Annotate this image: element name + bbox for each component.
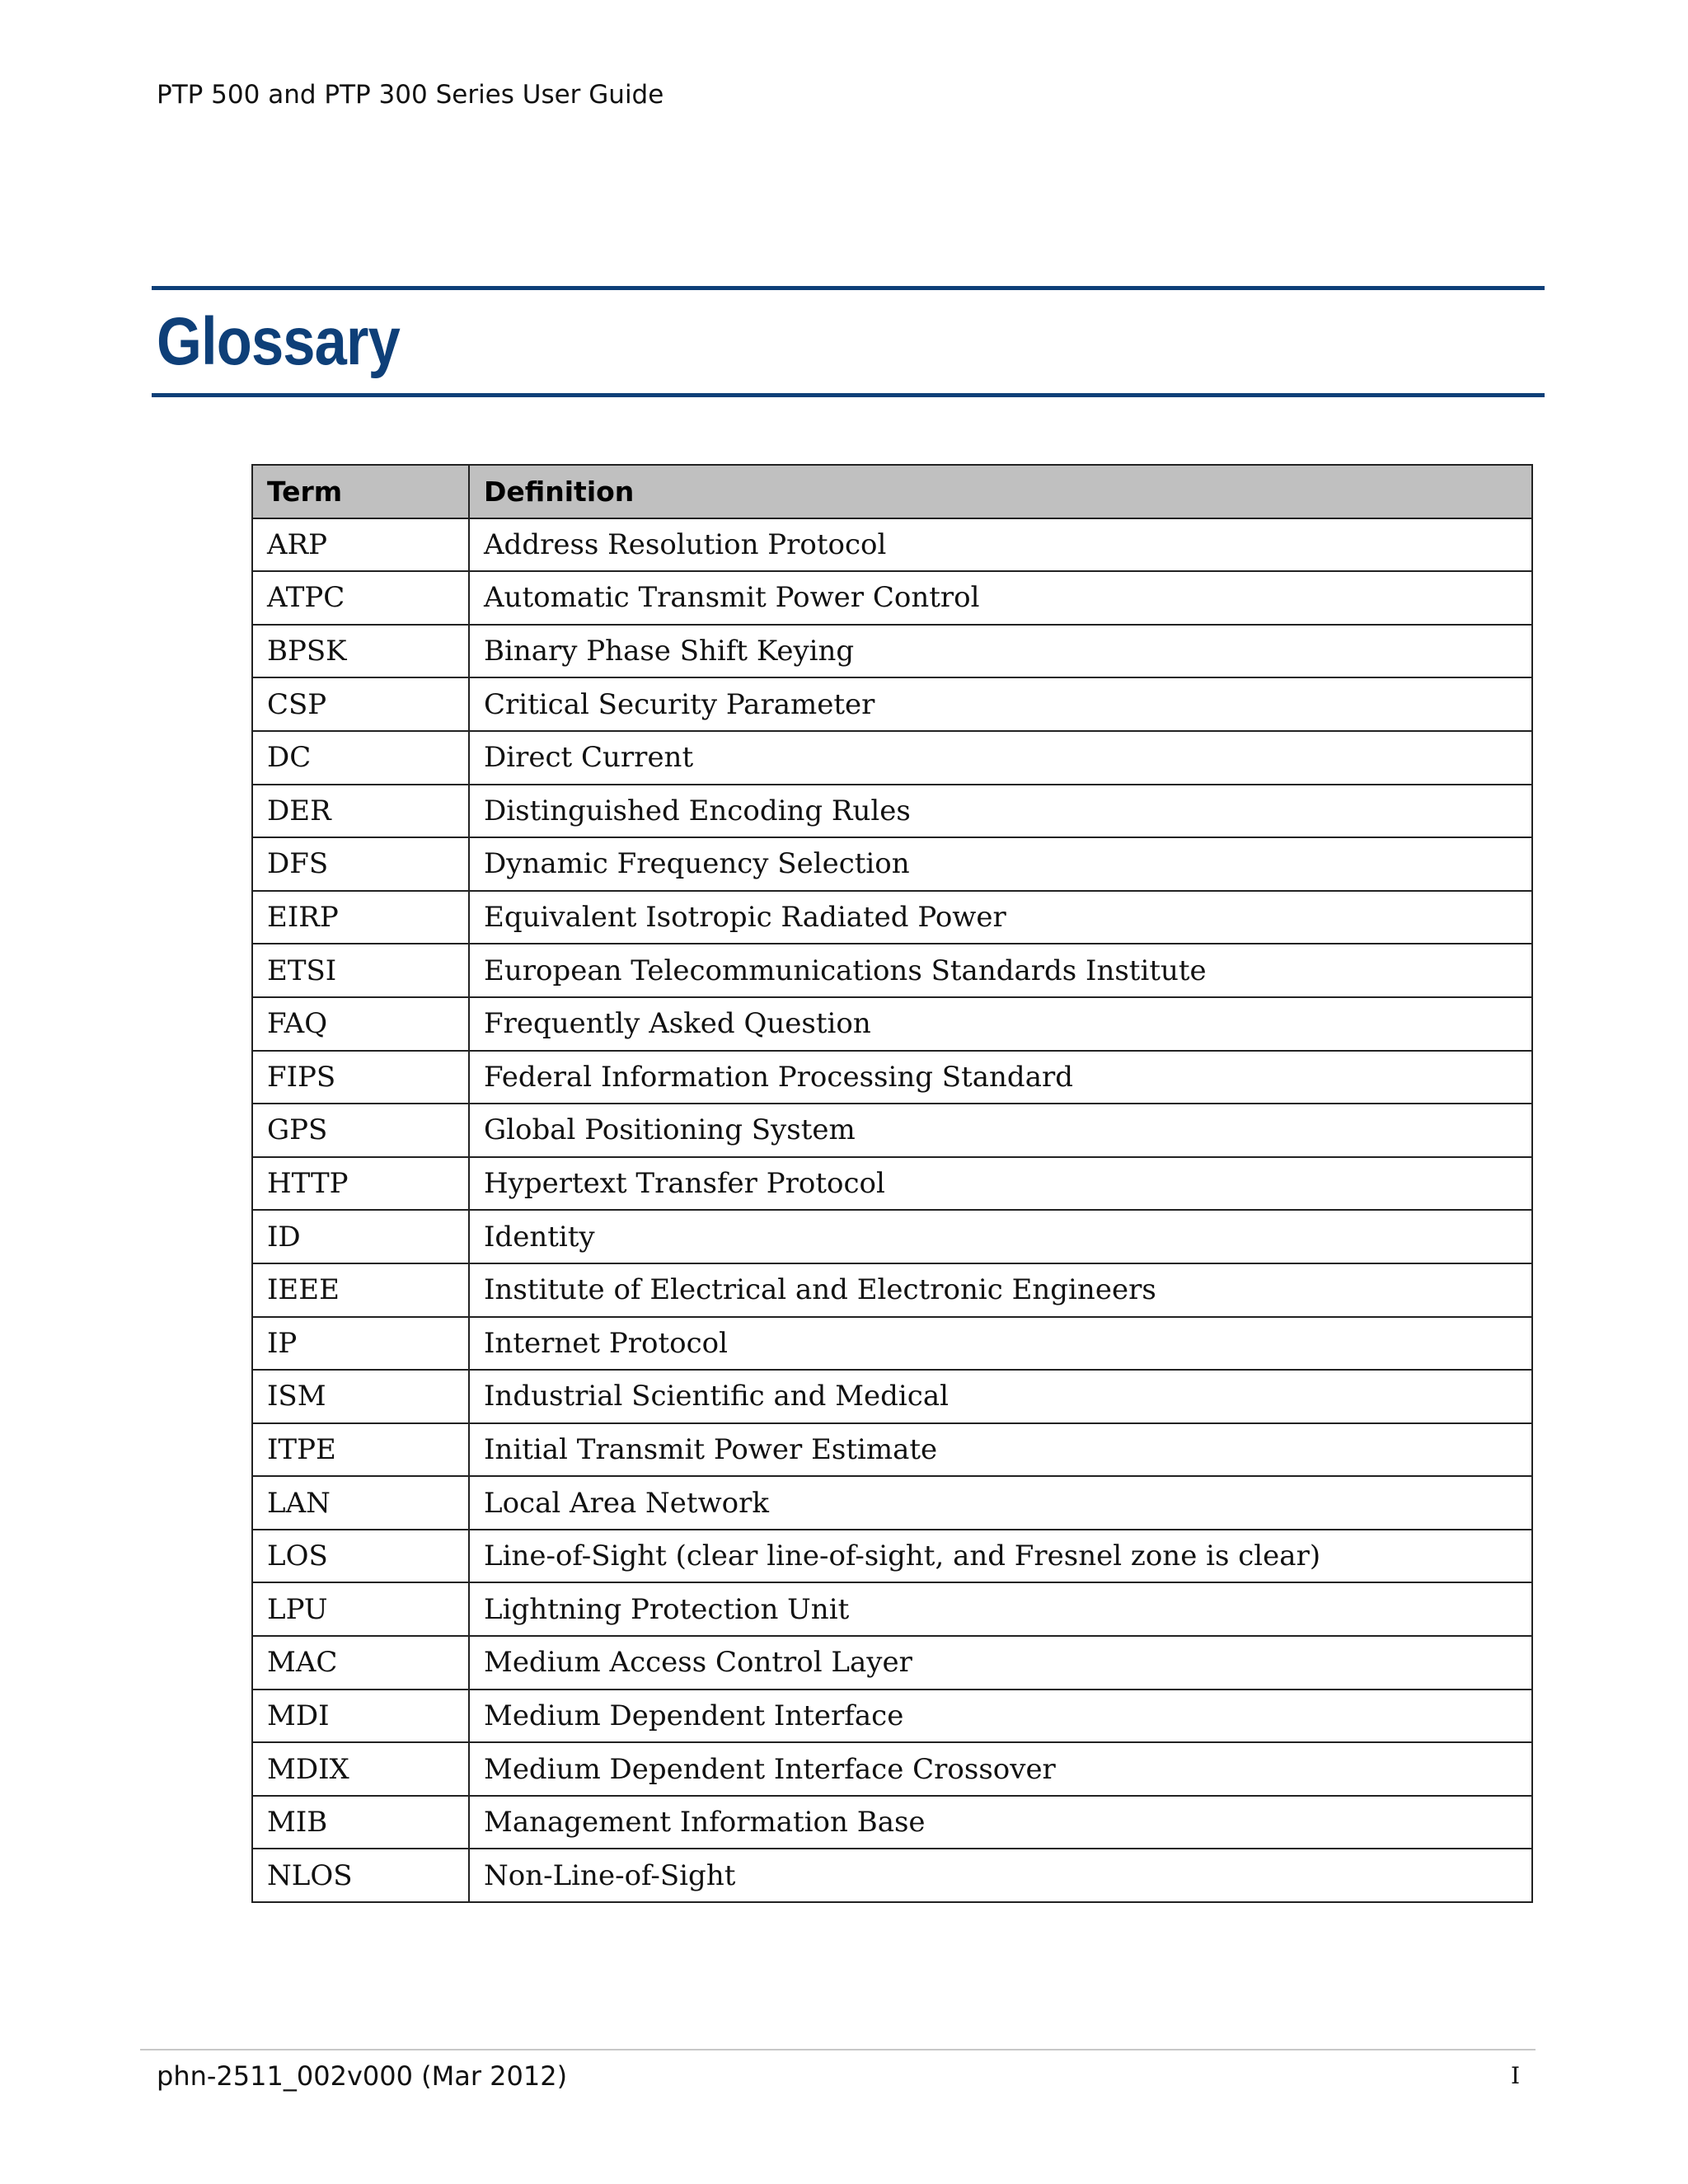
definition-column-header: Definition (469, 465, 1532, 518)
term-cell: CSP (252, 677, 469, 731)
definition-cell: Dynamic Frequency Selection (469, 837, 1532, 891)
term-cell: IEEE (252, 1263, 469, 1317)
term-cell: LPU (252, 1582, 469, 1636)
definition-cell: Address Resolution Protocol (469, 518, 1532, 572)
table-row (252, 837, 1532, 891)
table-row (252, 625, 1532, 678)
glossary-table (251, 464, 1533, 1903)
term-column-header: Term (252, 465, 469, 518)
table-row (252, 1104, 1532, 1157)
definition-cell: Hypertext Transfer Protocol (469, 1157, 1532, 1211)
title-rule-bottom (152, 393, 1545, 397)
table-row (252, 1157, 1532, 1211)
definition-cell: Initial Transmit Power Estimate (469, 1423, 1532, 1477)
table-row (252, 1636, 1532, 1690)
table-row (252, 1476, 1532, 1530)
definition-cell: Local Area Network (469, 1476, 1532, 1530)
term-cell: DFS (252, 837, 469, 891)
definition-cell: Medium Dependent Interface (469, 1690, 1532, 1743)
term-cell: EIRP (252, 891, 469, 944)
table-row (252, 1051, 1532, 1104)
term-cell: NLOS (252, 1849, 469, 1902)
term-cell: LAN (252, 1476, 469, 1530)
term-cell: HTTP (252, 1157, 469, 1211)
term-cell: ID (252, 1210, 469, 1263)
table-row (252, 1423, 1532, 1477)
page-title: Glossary (157, 304, 400, 379)
definition-cell: Management Information Base (469, 1796, 1532, 1849)
table-row (252, 1690, 1532, 1743)
term-cell: ETSI (252, 944, 469, 997)
table-row (252, 891, 1532, 944)
definition-cell: Non-Line-of-Sight (469, 1849, 1532, 1902)
running-header: PTP 500 and PTP 300 Series User Guide (157, 80, 664, 110)
table-row (252, 1210, 1532, 1263)
table-row (252, 1263, 1532, 1317)
table-row (252, 518, 1532, 572)
definition-cell: Global Positioning System (469, 1104, 1532, 1157)
term-cell: ITPE (252, 1423, 469, 1477)
table-row (252, 1796, 1532, 1849)
definition-cell: Lightning Protection Unit (469, 1582, 1532, 1636)
term-cell: FIPS (252, 1051, 469, 1104)
table-row (252, 731, 1532, 785)
definition-cell: Federal Information Processing Standard (469, 1051, 1532, 1104)
term-cell: DC (252, 731, 469, 785)
table-row (252, 944, 1532, 997)
table-row (252, 1317, 1532, 1371)
table-header-row (252, 465, 1532, 518)
term-cell: MAC (252, 1636, 469, 1690)
definition-cell: Line-of-Sight (clear line-of-sight, and Fresnel zone is clear) (469, 1530, 1532, 1583)
term-cell: GPS (252, 1104, 469, 1157)
term-cell: LOS (252, 1530, 469, 1583)
table-row (252, 1849, 1532, 1902)
definition-cell: Automatic Transmit Power Control (469, 571, 1532, 625)
definition-cell: Distinguished Encoding Rules (469, 785, 1532, 838)
table-row (252, 997, 1532, 1051)
term-cell: BPSK (252, 625, 469, 678)
term-cell: ARP (252, 518, 469, 572)
term-cell: MIB (252, 1796, 469, 1849)
term-cell: ATPC (252, 571, 469, 625)
table-row (252, 1530, 1532, 1583)
term-cell: DER (252, 785, 469, 838)
table-row (252, 1370, 1532, 1423)
table-row (252, 1582, 1532, 1636)
definition-cell: Medium Access Control Layer (469, 1636, 1532, 1690)
definition-cell: Frequently Asked Question (469, 997, 1532, 1051)
table-row (252, 1742, 1532, 1796)
footer-doc-id: phn-2511_002v000 (Mar 2012) (157, 2060, 568, 2092)
definition-cell: Equivalent Isotropic Radiated Power (469, 891, 1532, 944)
term-cell: IP (252, 1317, 469, 1371)
definition-cell: Medium Dependent Interface Crossover (469, 1742, 1532, 1796)
term-cell: MDIX (252, 1742, 469, 1796)
title-rule-top (152, 286, 1545, 290)
definition-cell: European Telecommunications Standards Institute (469, 944, 1532, 997)
page-number: I (1510, 2062, 1520, 2089)
definition-cell: Industrial Scientific and Medical (469, 1370, 1532, 1423)
definition-cell: Direct Current (469, 731, 1532, 785)
footer-rule (140, 2049, 1536, 2050)
definition-cell: Internet Protocol (469, 1317, 1532, 1371)
glossary-table-body (252, 518, 1532, 1902)
term-cell: MDI (252, 1690, 469, 1743)
term-cell: ISM (252, 1370, 469, 1423)
definition-cell: Critical Security Parameter (469, 677, 1532, 731)
definition-cell: Binary Phase Shift Keying (469, 625, 1532, 678)
definition-cell: Identity (469, 1210, 1532, 1263)
table-row (252, 571, 1532, 625)
term-cell: FAQ (252, 997, 469, 1051)
definition-cell: Institute of Electrical and Electronic Engineers (469, 1263, 1532, 1317)
table-row (252, 677, 1532, 731)
table-row (252, 785, 1532, 838)
